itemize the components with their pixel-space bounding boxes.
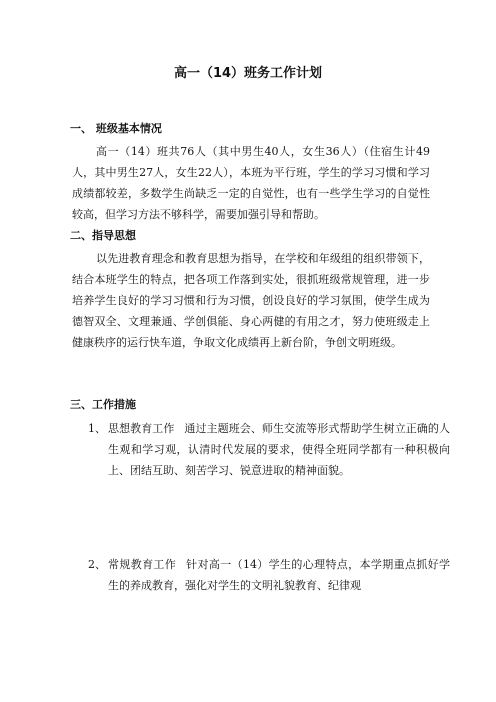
section-heading-guiding-thought: 二、指导思想: [70, 229, 136, 242]
document-title: 高一（14）班务工作计划: [173, 66, 323, 81]
section-heading-basic-info: 一、 班级基本情况: [70, 122, 162, 135]
list-item-body: [108, 554, 450, 596]
list-item: [88, 554, 450, 596]
section-heading-measures: 三、工作措施: [70, 398, 136, 411]
paragraph-guiding-thought: 以先进教育理念和教育思想为指导，在学校和年级组的组织带领下，结合本班学生的特点，把各项工作落到实处，很抓班级常规管理，进一步培养学生良好的学习习惯和行为习惯，创设良好的学习氛围，使学生成为德智双全、文理兼通、学创俱能、身心两健的有用之才，努力使班级走上健康秩序的运行快车道，争取文化成绩再上新台阶，争创文明班级。: [72, 252, 430, 349]
list-item: [88, 418, 450, 481]
list-item-text: 针对高一（14）学生的心理特点，本学期重点抓好学生的养成教育，强化对学生的文明礼貌教育、纪律观: [108, 558, 451, 592]
list-item-lead: 常规教育工作: [108, 558, 177, 571]
list-item-lead: 思想教育工作: [108, 422, 175, 435]
list-item-number: 2、: [88, 558, 106, 571]
list-item-body: [108, 418, 450, 481]
list-item-text: 通过主题班会、师生交流等形式帮助学生树立正确的人生观和学习观，认清时代发展的要求，使得全班同学都有一种积极向上、团结互助、刻苦学习、锐意进取的精神面貌。: [108, 422, 451, 477]
list-item-number: 1、: [88, 422, 106, 435]
paragraph-basic-info: 高一（14）班共76人（其中男生40人，女生36人）（住宿生计49人，其中男生27人，女生22人），本班为平行班，学生的学习习惯和学习成绩都较差，多数学生尚缺乏一定的自觉性，也有一些学生学习的自觉性较高，但学习方法不够科学，需要加强引导和帮助。: [72, 145, 430, 221]
